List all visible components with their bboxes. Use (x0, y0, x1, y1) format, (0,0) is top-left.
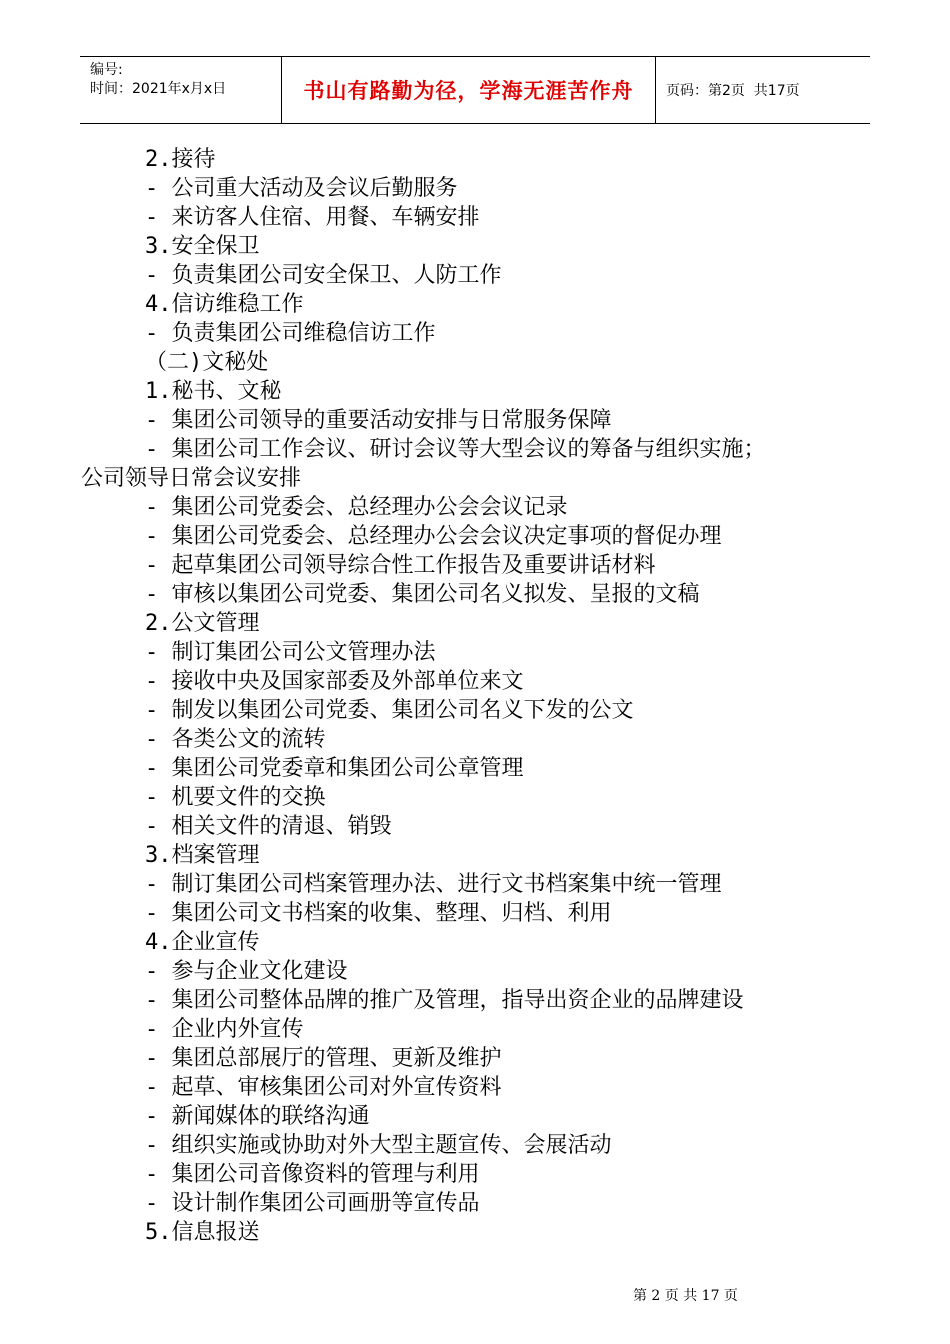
text-line: - 负责集团公司维稳信访工作 (145, 321, 436, 346)
text-line: - 集团总部展厅的管理、更新及维护 (145, 1046, 502, 1071)
text-line: - 制订集团公司档案管理办法、进行文书档案集中统一管理 (145, 872, 722, 897)
text-line: - 制订集团公司公文管理办法 (145, 640, 436, 665)
text-line: 2.接待 (145, 147, 216, 172)
text-line: - 集团公司党委章和集团公司公章管理 (145, 756, 524, 781)
text-line: 4.信访维稳工作 (145, 292, 304, 317)
text-line: - 制发以集团公司党委、集团公司名义下发的公文 (145, 698, 634, 723)
text-line: - 新闻媒体的联络沟通 (145, 1104, 370, 1129)
text-line: - 相关文件的清退、销毁 (145, 814, 392, 839)
footer-page-number: 第 2 页 共 17 页 (632, 1288, 738, 1304)
text-line: - 集团公司整体品牌的推广及管理，指导出资企业的品牌建设 (145, 988, 744, 1013)
text-line: - 集团公司党委会、总经理办公会会议记录 (145, 495, 568, 520)
text-line: 3.安全保卫 (145, 234, 260, 259)
text-line: - 集团公司文书档案的收集、整理、归档、利用 (145, 901, 612, 926)
text-line: 2.公文管理 (145, 611, 260, 636)
text-line: 4.企业宣传 (145, 930, 260, 955)
text-line: - 各类公文的流转 (145, 727, 326, 752)
text-line: - 企业内外宣传 (145, 1017, 304, 1042)
text-line: - 负责集团公司安全保卫、人防工作 (145, 263, 502, 288)
text-line: - 机要文件的交换 (145, 785, 326, 810)
serial-label: 编号: (90, 62, 123, 78)
text-line: - 起草、审核集团公司对外宣传资料 (145, 1075, 502, 1100)
text-line: - 组织实施或协助对外大型主题宣传、会展活动 (145, 1133, 612, 1158)
text-line: - 审核以集团公司党委、集团公司名义拟发、呈报的文稿 (145, 582, 700, 607)
text-line: - 参与企业文化建设 (145, 959, 348, 984)
header-meta (80, 57, 282, 123)
text-line: （二)文秘处 (145, 350, 269, 375)
text-line: 公司领导日常会议安排 (81, 466, 302, 491)
text-line: - 集团公司音像资料的管理与利用 (145, 1162, 480, 1187)
text-line: - 接收中央及国家部委及外部单位来文 (145, 669, 524, 694)
text-line: - 集团公司领导的重要活动安排与日常服务保障 (145, 408, 612, 433)
header-page-info: 页码：第2页 共17页 (666, 83, 800, 99)
text-line: - 公司重大活动及会议后勤服务 (145, 176, 458, 201)
text-line: 3.档案管理 (145, 843, 260, 868)
text-line: 5.信息报送 (145, 1220, 260, 1245)
text-line: - 设计制作集团公司画册等宣传品 (145, 1191, 480, 1216)
text-line: - 集团公司党委会、总经理办公会会议决定事项的督促办理 (145, 524, 722, 549)
page-footer (0, 1269, 950, 1305)
header-motto: 书山有路勤为径，学海无涯苦作舟 (282, 57, 656, 123)
time-label: 时间：2021年x月x日 (90, 81, 227, 97)
text-line: - 来访客人住宿、用餐、车辆安排 (145, 205, 480, 230)
page-header (80, 56, 870, 124)
text-line: - 集团公司工作会议、研讨会议等大型会议的筹备与组织实施； (145, 437, 766, 462)
text-line: 1.秘书、文秘 (145, 379, 282, 404)
text-line: - 起草集团公司领导综合性工作报告及重要讲话材料 (145, 553, 656, 578)
